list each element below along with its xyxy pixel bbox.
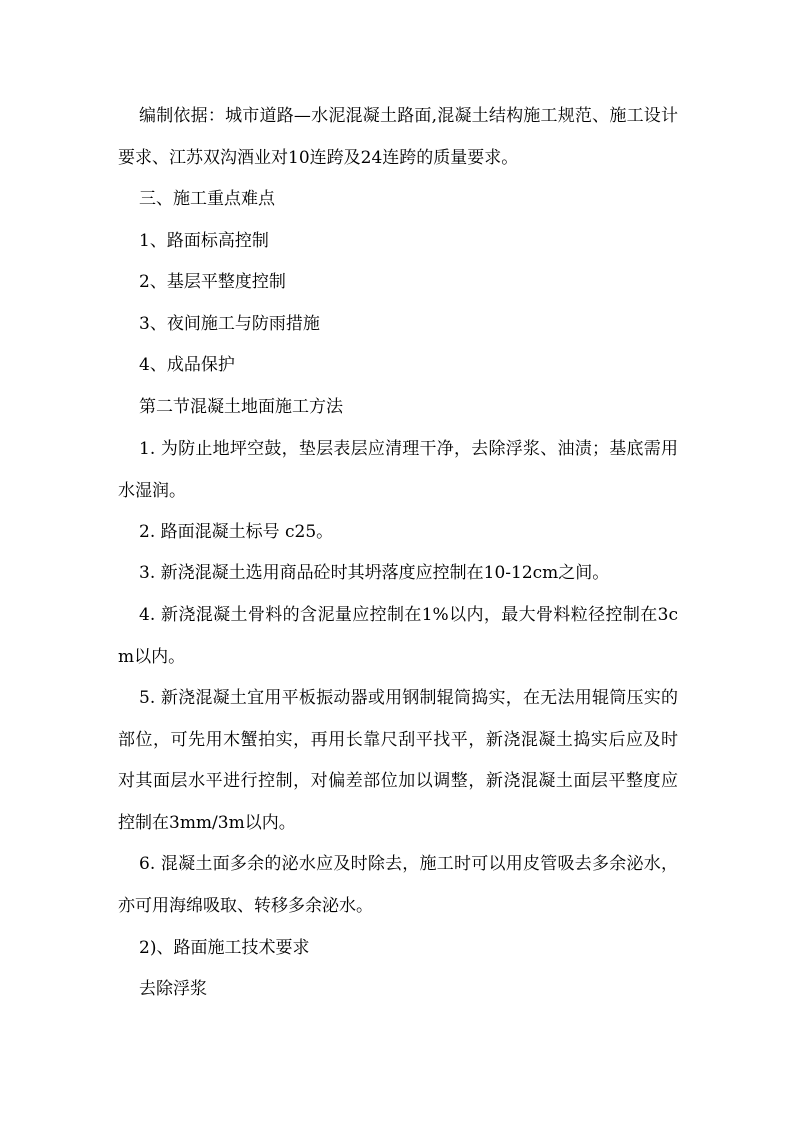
subheading-technical-requirements: 2)、路面施工技术要求 bbox=[139, 938, 310, 958]
list-item-product-protection: 4、成品保护 bbox=[139, 355, 235, 375]
method-item-6: 6. 混凝土面多余的泌水应及时除去，施工时可以用皮管吸去多余泌水，亦可用海绵吸取、转移多余泌水。 bbox=[118, 854, 678, 916]
paragraph-remove-laitance: 去除浮浆 bbox=[139, 979, 207, 999]
paragraph-basis: 编制依据：城市道路—水泥混凝土路面,混凝土结构施工规范、施工设计要求、江苏双沟酒业对10连跨及24连跨的质量要求。 bbox=[118, 106, 678, 168]
section-heading-method: 第二节混凝土地面施工方法 bbox=[139, 397, 343, 417]
method-item-2: 2. 路面混凝土标号 c25。 bbox=[139, 522, 334, 542]
method-item-3: 3. 新浇混凝土选用商品砼时其坍落度应控制在10-12cm之间。 bbox=[139, 563, 610, 583]
heading-key-difficulties: 三、施工重点难点 bbox=[139, 189, 275, 209]
list-item-night-rain: 3、夜间施工与防雨措施 bbox=[139, 314, 320, 334]
method-item-4: 4. 新浇混凝土骨料的含泥量应控制在1%以内，最大骨料粒径控制在3cm以内。 bbox=[118, 605, 678, 667]
method-item-5: 5. 新浇混凝土宜用平板振动器或用钢制辊筒捣实，在无法用辊筒压实的部位，可先用木蟹拍实，再用长靠尺刮平找平，新浇混凝土捣实后应及时对其面层水平进行控制，对偏差部位加以调整，新浇混凝土面层平整度应控制在3mm/3m以内。 bbox=[118, 688, 678, 833]
list-item-elevation-control: 1、路面标高控制 bbox=[139, 231, 269, 251]
method-item-1: 1. 为防止地坪空鼓，垫层表层应清理干净，去除浮浆、油渍；基底需用水湿润。 bbox=[118, 439, 678, 501]
list-item-base-flatness: 2、基层平整度控制 bbox=[139, 272, 286, 292]
